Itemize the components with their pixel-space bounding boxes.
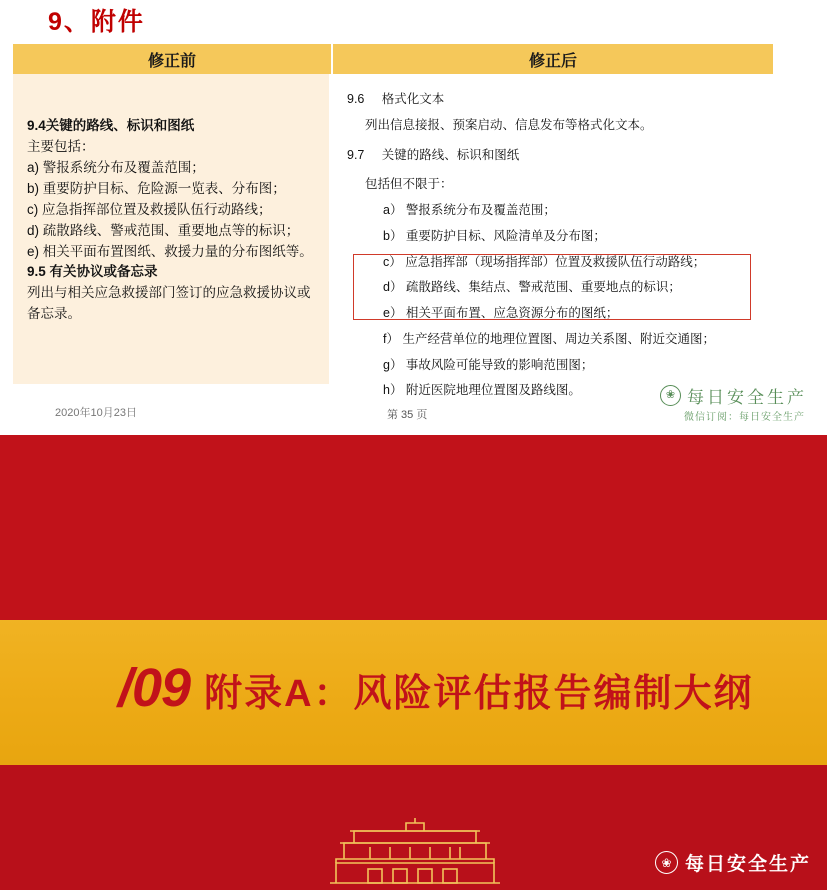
spacer [347,164,761,175]
table-header-before: 修正前 [13,44,333,74]
footer-date: 2020年10月23日 [55,407,137,419]
table-body-row [13,74,773,398]
table-header-after: 修正后 [333,44,773,74]
tiananmen-gate-icon [310,817,520,887]
before-tail: 列出与相关应急救援部门签订的应急救援协议或备忘录。 [27,285,311,322]
after-item-d: d） 疏散路线、集结点、警戒范围、重要地点的标识； [383,280,681,295]
after-item-f: f） 生产经营单位的地理位置图、周边关系图、附近交通图； [383,331,715,346]
before-item-c: c) 应急指挥部位置及救援队伍行动路线； [27,201,272,217]
footer-page-number: 第 35 页 [387,409,428,421]
after-item-c: c） 应急指挥部（现场指挥部）位置及救援队伍行动路线； [383,254,706,269]
after-section-9-6-number: 9.6 [347,92,365,106]
document-slide-section-divider [0,435,827,890]
after-section-9-6-title: 格式化文本 [381,92,445,106]
watermark-text: 每日安全生产 [687,388,807,407]
section-title-row [118,657,754,719]
before-heading-9-4: 9.4关键的路线、标识和图纸 [27,118,195,133]
document-slide-appendix [0,0,827,435]
spacer [347,374,761,381]
spacer [347,349,761,356]
watermark-text: 每日安全生产 [684,854,811,875]
after-section-9-7 [347,146,761,165]
after-item-a: a） 警报系统分布及覆盖范围； [383,203,556,217]
before-item-d: d) 疏散路线、警戒范围、重要地点等的标识； [27,222,300,238]
after-item-b: b） 重要防护目标、风险清单及分布图； [383,228,606,243]
spacer [347,271,761,278]
cell-before-revision [13,74,331,384]
page-title: 9、附件 [48,8,145,36]
section-number: /09 [118,658,191,718]
after-section-9-6 [347,90,761,109]
before-heading-9-5: 9.5 有关协议或备忘录 [27,264,158,280]
comparison-table [13,44,773,422]
watermark-bottom [655,849,811,876]
after-item-g: g） 事故风险可能导致的影响范围图； [383,357,594,372]
flower-icon: ❀ [655,851,678,874]
watermark-top [660,383,807,408]
after-item-e: e） 相关平面布置、应急资源分布的图纸； [383,306,619,320]
after-section-9-7-title: 关键的路线、标识和图纸 [381,147,520,162]
spacer [347,135,761,146]
before-item-a: a) 警报系统分布及覆盖范围； [27,159,205,175]
before-item-b: b) 重要防护目标、危险源一览表、分布图； [27,180,286,196]
section-title: 附录A：风险评估报告编制大纲 [204,673,754,715]
after-section-9-7-lead: 包括但不限于： [365,177,453,192]
before-item-e: e) 相关平面布置图纸、救援力量的分布图纸等。 [27,243,313,259]
spacer [347,246,761,253]
after-item-h: h） 附近医院地理位置图及路线图。 [383,383,581,398]
spacer [347,109,761,116]
spacer [347,297,761,304]
spacer [347,194,761,201]
spacer [347,323,761,330]
before-lead: 主要包括： [27,138,95,154]
watermark-subtext: 微信订阅：每日安全生产 [684,412,805,423]
table-header-row [13,44,773,74]
after-section-9-6-body: 列出信息接报、预案启动、信息发布等格式化文本。 [365,117,653,132]
spacer [347,220,761,227]
cell-after-revision [331,74,771,398]
after-section-9-7-number: 9.7 [347,147,365,162]
flower-icon: ❀ [660,385,681,406]
